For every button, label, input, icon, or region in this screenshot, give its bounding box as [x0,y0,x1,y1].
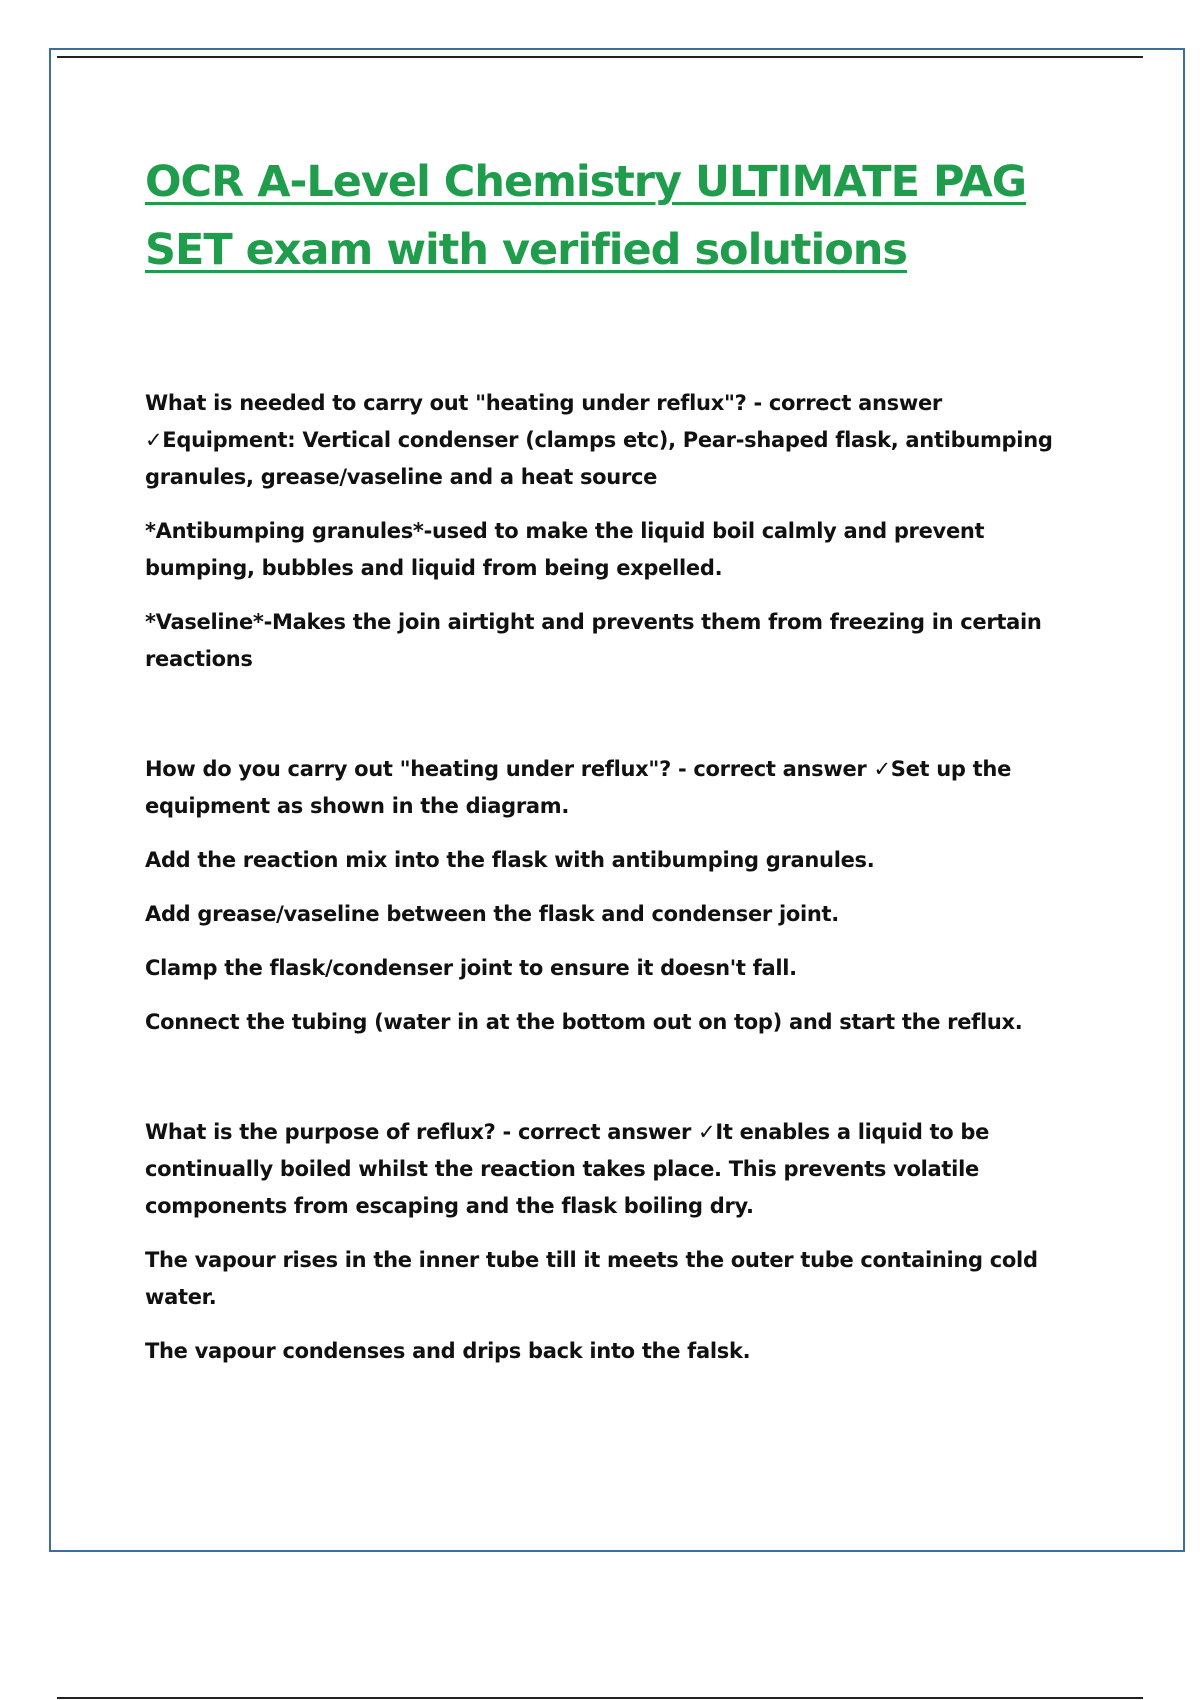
question-answer [145,385,1075,496]
document-body [145,385,1075,1370]
question-answer [145,751,1075,825]
answer-text: Equipment: Vertical condenser (clamps etc), Pear-shaped flask, antibumping granules, grease/vaseline and a heat source [145,428,1053,489]
answer-marker: - correct answer [677,757,867,781]
question-answer [145,1114,1075,1225]
document-title: OCR A-Level Chemistry ULTIMATE PAG SET exam with verified solutions [145,157,1027,275]
answer-paragraph: Add the reaction mix into the flask with antibumping granules. [145,848,875,872]
question-text: What is the purpose of reflux? [145,1120,496,1144]
answer-paragraph: Clamp the flask/condenser joint to ensure it doesn't fall. [145,956,797,980]
check-mark-icon: ✓ [698,1120,716,1144]
answer-paragraph: Connect the tubing (water in at the bottom out on top) and start the reflux. [145,1010,1023,1034]
answer-paragraph: *Antibumping granules*-used to make the liquid boil calmly and prevent bumping, bubbles and liquid from being expelled. [145,519,985,580]
answer-text: It enables a liquid to be continually boiled whilst the reaction takes place. This prevents volatile components from escaping and the flask boiling dry. [145,1120,990,1218]
answer-marker: - correct answer [502,1120,692,1144]
answer-paragraph: The vapour rises in the inner tube till it meets the outer tube containing cold water. [145,1248,1038,1309]
question-text: How do you carry out "heating under reflux"? [145,757,671,781]
answer-paragraph: Add grease/vaseline between the flask and condenser joint. [145,902,839,926]
answer-marker: - correct answer [753,391,942,415]
header-rule [57,56,1143,58]
answer-paragraph: *Vaseline*-Makes the join airtight and prevents them from freezing in certain reactions [145,610,1042,671]
check-mark-icon: ✓ [145,428,163,452]
answer-text: Set up the equipment as shown in the diagram. [145,757,1012,818]
check-mark-icon: ✓ [873,757,891,781]
answer-paragraph: The vapour condenses and drips back into the falsk. [145,1339,751,1363]
footer-rule [57,1697,1143,1699]
question-text: What is needed to carry out "heating under reflux"? [145,391,747,415]
